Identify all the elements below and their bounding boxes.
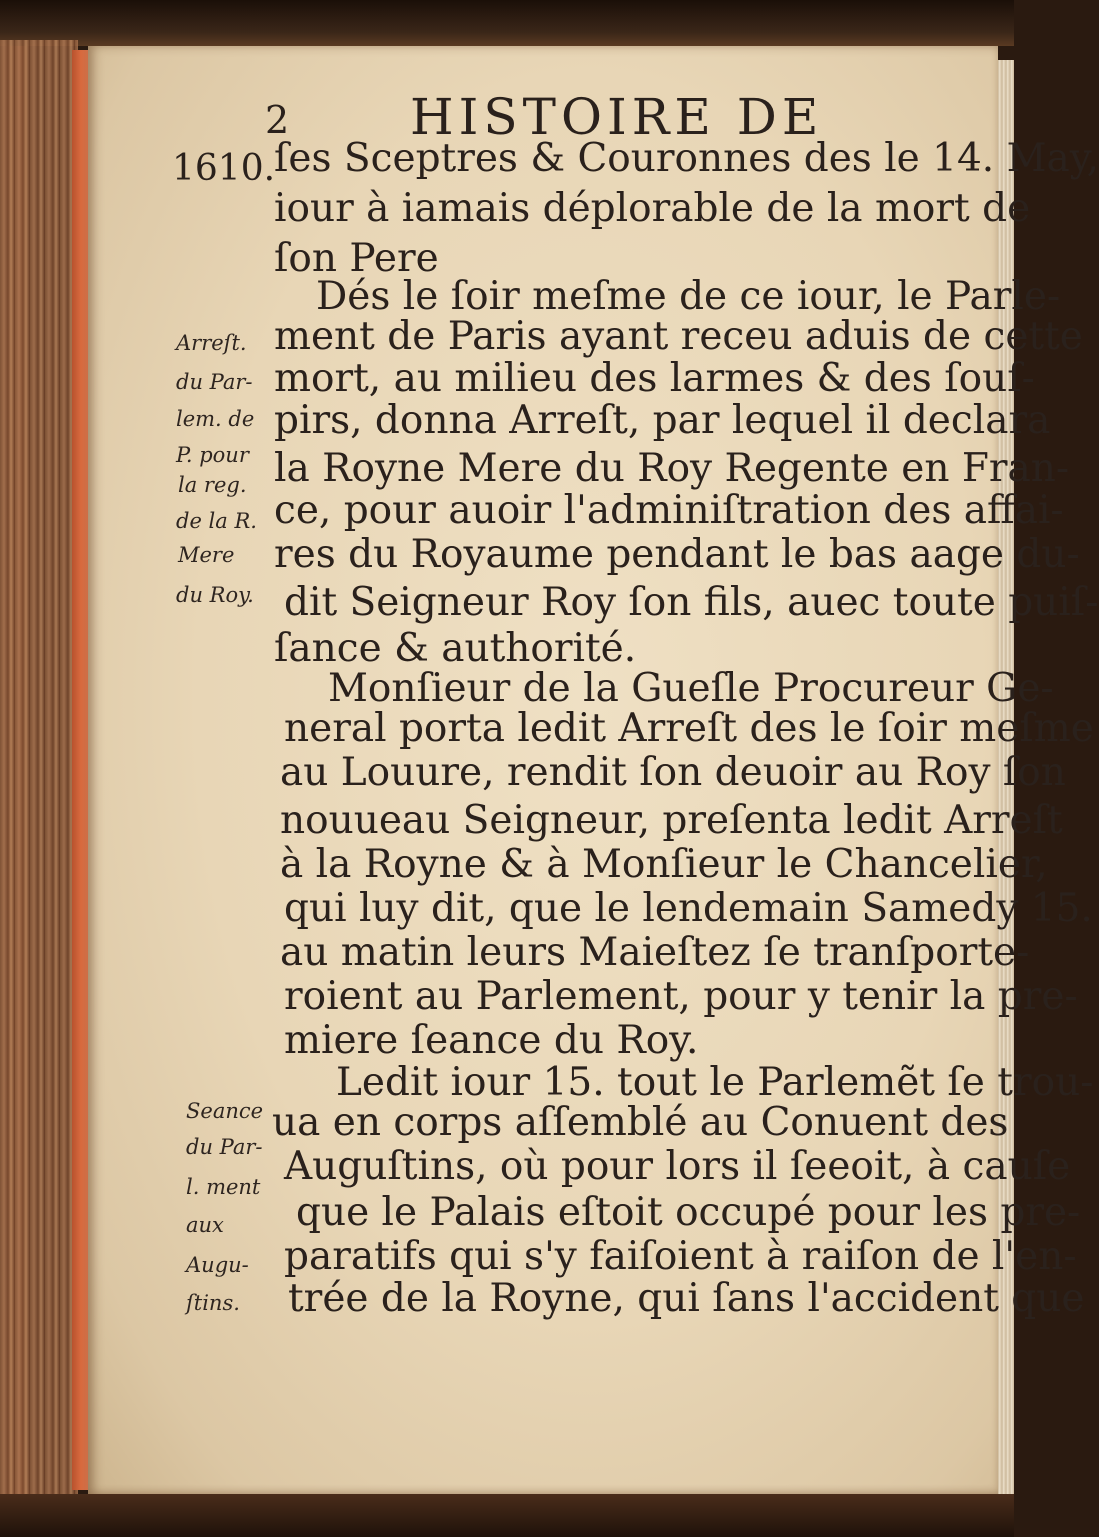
margin-note-line: aux: [186, 1213, 224, 1237]
year-marker: 1610.: [172, 148, 276, 189]
text-line: roient au Parlement, pour y tenir la pre-: [284, 974, 1078, 1019]
running-title: HISTOIRE DE: [410, 88, 824, 146]
text-line: pirs, donna Arreſt, par lequel il declara: [274, 398, 1051, 443]
text-line: ce, pour auoir l'adminiſtration des affai-: [274, 488, 1064, 533]
text-line: ua en corps aſſemblé au Conuent des: [272, 1100, 1009, 1145]
bottom-shadow: [0, 1494, 1014, 1537]
margin-note-line: du Roy.: [176, 583, 254, 607]
margin-note-line: P. pour: [176, 443, 249, 467]
margin-note-line: du Par-: [186, 1135, 263, 1159]
text-line: ſon Pere: [274, 236, 439, 281]
text-line: dit Seigneur Roy ſon fils, auec toute puiſ-: [284, 580, 1099, 625]
text-line: nouueau Seigneur, preſenta ledit Arreſt: [280, 798, 1063, 843]
text-line: mort, au milieu des larmes & des ſouſ-: [274, 356, 1035, 401]
text-line: Dés le ſoir meſme de ce iour, le Parle-: [316, 274, 1061, 319]
margin-note-line: la reg.: [178, 473, 247, 497]
margin-note-line: Seance: [186, 1099, 264, 1123]
text-line: paratifs qui s'y faiſoient à raiſon de l'en-: [284, 1234, 1077, 1279]
text-line: la Royne Mere du Roy Regente en Fran-: [274, 446, 1070, 491]
text-line: qui luy dit, que le lendemain Samedy 15.: [284, 886, 1093, 931]
text-line: ſance & authorité.: [274, 626, 637, 671]
text-line: neral porta ledit Arreſt des le ſoir meſme: [284, 706, 1094, 751]
margin-note-line: lem. de: [176, 407, 255, 431]
margin-note-arrest: [176, 328, 257, 610]
text-line: Monſieur de la Gueſle Procureur Ge-: [328, 666, 1054, 711]
text-line: ſes Sceptres & Couronnes des le 14. May,: [274, 136, 1099, 181]
text-line: miere ſeance du Roy.: [284, 1018, 699, 1063]
margin-note-line: du Par-: [176, 370, 253, 394]
text-line: à la Royne & à Monſieur le Chancelier,: [280, 842, 1048, 887]
margin-note-line: ſtins.: [186, 1291, 240, 1315]
text-line: Ledit iour 15. tout le Parlemẽt ſe trou-: [336, 1060, 1094, 1105]
margin-note-line: l. ment: [186, 1175, 261, 1199]
margin-note-line: de la R.: [176, 509, 257, 533]
margin-note-line: Augu-: [186, 1253, 249, 1277]
text-line: au Louure, rendit ſon deuoir au Roy ſon: [280, 750, 1066, 795]
text-line: res du Royaume pendant le bas aage du-: [274, 532, 1080, 577]
text-line: que le Palais eſtoit occupé pour les pre-: [296, 1190, 1081, 1235]
text-line: trée de la Royne, qui ſans l'accident que: [288, 1276, 1085, 1321]
text-line: iour à iamais déplorable de la mort de: [274, 186, 1031, 231]
top-shadow: [0, 0, 1014, 46]
text-line: au matin leurs Maieſtez ſe tranſporte-: [280, 930, 1030, 975]
page-number: 2: [265, 98, 290, 142]
margin-note-line: Arreſt.: [176, 331, 247, 355]
text-line: ment de Paris ayant receu aduis de cette: [274, 314, 1083, 359]
margin-note-seance: [186, 1096, 263, 1318]
margin-note-line: Mere: [178, 543, 235, 567]
book-binding: [0, 40, 78, 1500]
text-line: Auguſtins, où pour lors il ſeeoit, à cauſe: [284, 1144, 1071, 1189]
